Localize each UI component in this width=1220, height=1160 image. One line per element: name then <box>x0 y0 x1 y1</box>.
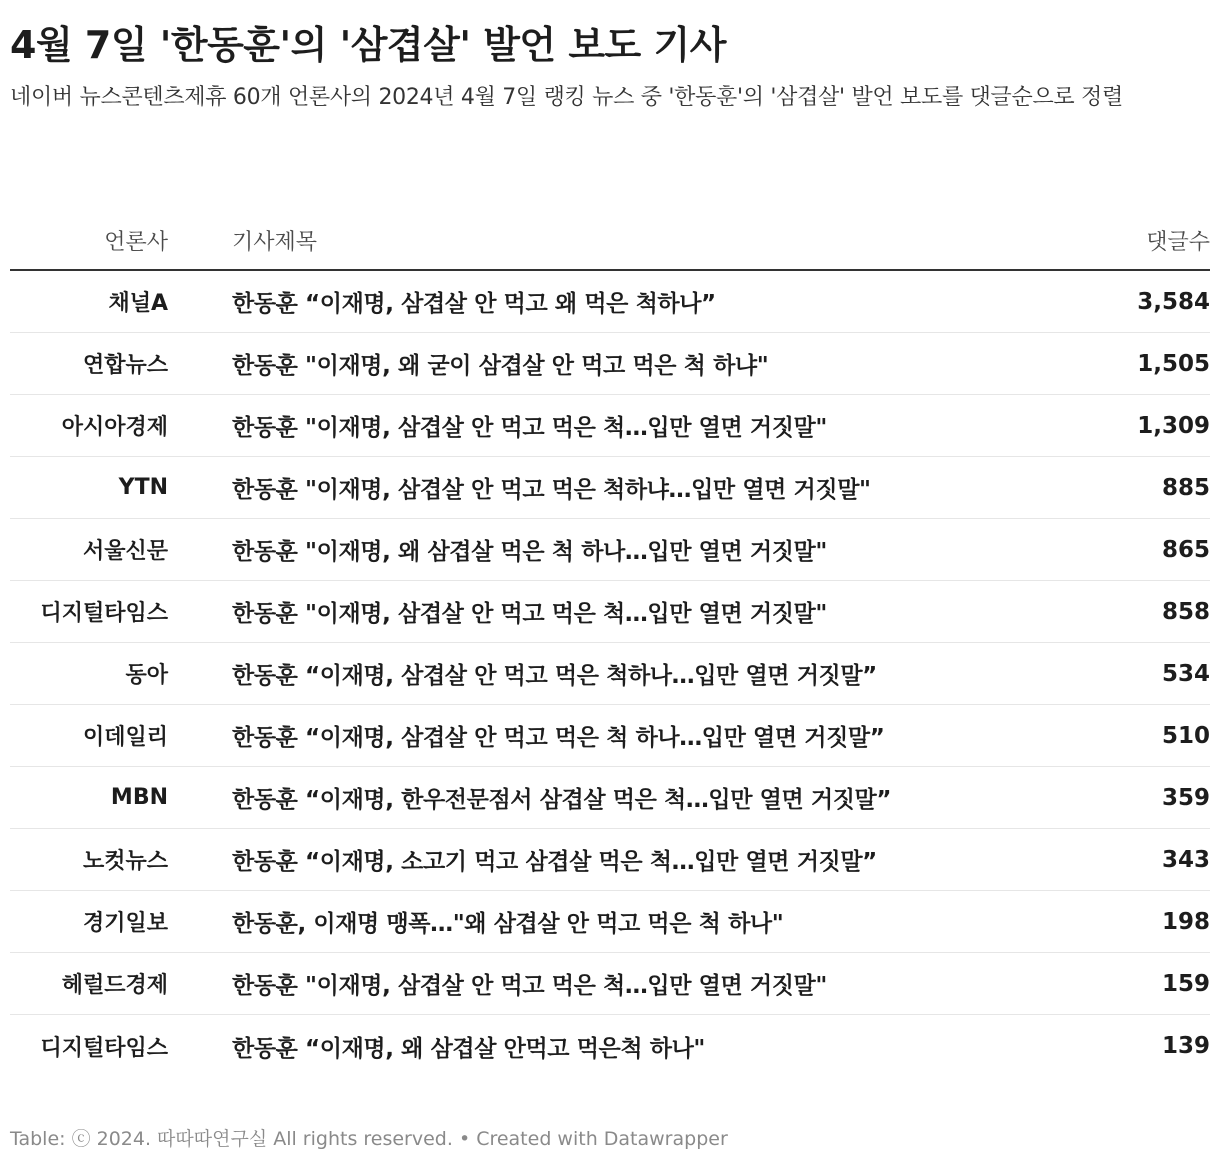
column-header-comments[interactable]: 댓글수 <box>1146 230 1210 255</box>
table-row <box>10 705 1210 767</box>
cell-publisher: YTN <box>118 475 168 500</box>
cell-comment-count: 198 <box>1161 908 1210 935</box>
cell-headline: 한동훈 "이재명, 왜 굳이 삼겹살 안 먹고 먹은 척 하냐" <box>232 353 769 379</box>
cell-headline: 한동훈 "이재명, 왜 삼겹살 먹은 척 하나…입만 열면 거짓말" <box>232 539 827 565</box>
table-row <box>10 395 1210 457</box>
table-row <box>10 953 1210 1015</box>
cell-publisher: 헤럴드경제 <box>61 973 168 998</box>
chart-subtitle: 네이버 뉴스콘텐츠제휴 60개 언론사의 2024년 4월 7일 랭킹 뉴스 중 '한동훈'의 '삼겹살' 발언 보도를 댓글순으로 정렬 <box>10 85 1123 110</box>
chart-title: 4월 7일 '한동훈'의 '삼겹살' 발언 보도 기사 <box>10 23 726 67</box>
column-header-publisher[interactable]: 언론사 <box>104 230 168 255</box>
chart-container <box>10 0 1210 1062</box>
cell-publisher: 이데일리 <box>82 725 168 750</box>
cell-comment-count: 139 <box>1161 1033 1210 1059</box>
cell-publisher: 서울신문 <box>82 539 168 564</box>
cell-headline: 한동훈 "이재명, 삼겹살 안 먹고 먹은 척하냐…입만 열면 거짓말" <box>232 477 871 503</box>
cell-headline: 한동훈 “이재명, 삼겹살 안 먹고 왜 먹은 척하나” <box>232 291 716 317</box>
table-row <box>10 271 1210 333</box>
table-row <box>10 829 1210 891</box>
cell-headline: 한동훈 “이재명, 삼겹살 안 먹고 먹은 척 하나…입만 열면 거짓말” <box>232 725 885 751</box>
cell-comment-count: 3,584 <box>1137 288 1210 315</box>
cell-publisher: 디지털타임스 <box>40 1035 168 1061</box>
cell-comment-count: 534 <box>1161 660 1210 687</box>
column-header-headline[interactable]: 기사제목 <box>232 230 318 255</box>
cell-headline: 한동훈 "이재명, 삼겹살 안 먹고 먹은 척…입만 열면 거짓말" <box>232 973 827 999</box>
cell-publisher: 디지털타임스 <box>40 601 168 626</box>
cell-publisher: 경기일보 <box>82 911 168 936</box>
table-row <box>10 1015 1210 1077</box>
cell-comment-count: 359 <box>1161 784 1210 811</box>
cell-comment-count: 885 <box>1161 474 1210 501</box>
cell-publisher: 연합뉴스 <box>82 353 168 378</box>
table-header <box>10 212 1210 271</box>
cell-headline: 한동훈, 이재명 맹폭…"왜 삼겹살 안 먹고 먹은 척 하나" <box>232 911 784 937</box>
cell-publisher: 아시아경제 <box>61 415 168 440</box>
chart-footer: Table: ⓒ 2024. 따따따연구실 All rights reserved. • Created with Datawrapper <box>10 1128 728 1150</box>
cell-headline: 한동훈 "이재명, 삼겹살 안 먹고 먹은 척…입만 열면 거짓말" <box>232 601 827 627</box>
cell-comment-count: 865 <box>1161 536 1210 563</box>
table-row <box>10 891 1210 953</box>
cell-headline: 한동훈 "이재명, 삼겹살 안 먹고 먹은 척…입만 열면 거짓말" <box>232 415 827 441</box>
table-body <box>10 271 1210 1077</box>
cell-headline: 한동훈 “이재명, 삼겹살 안 먹고 먹은 척하나…입만 열면 거짓말” <box>232 663 877 689</box>
cell-headline: 한동훈 “이재명, 한우전문점서 삼겹살 먹은 척…입만 열면 거짓말” <box>232 787 892 813</box>
cell-publisher: 채널A <box>108 291 168 316</box>
table-row <box>10 333 1210 395</box>
table-row <box>10 643 1210 705</box>
table-row <box>10 519 1210 581</box>
cell-comment-count: 1,505 <box>1137 350 1210 377</box>
cell-publisher: MBN <box>110 785 168 810</box>
cell-publisher: 노컷뉴스 <box>82 849 168 874</box>
cell-comment-count: 858 <box>1161 598 1210 625</box>
cell-publisher: 동아 <box>125 663 168 688</box>
data-table <box>10 212 1210 1077</box>
cell-comment-count: 510 <box>1161 722 1210 749</box>
table-row <box>10 767 1210 829</box>
cell-comment-count: 343 <box>1161 846 1210 873</box>
cell-headline: 한동훈 “이재명, 왜 삼겹살 안먹고 먹은척 하나" <box>232 1035 706 1062</box>
cell-headline: 한동훈 “이재명, 소고기 먹고 삼겹살 먹은 척…입만 열면 거짓말” <box>232 849 877 875</box>
table-row <box>10 457 1210 519</box>
cell-comment-count: 159 <box>1161 970 1210 997</box>
cell-comment-count: 1,309 <box>1137 412 1210 439</box>
table-row <box>10 581 1210 643</box>
